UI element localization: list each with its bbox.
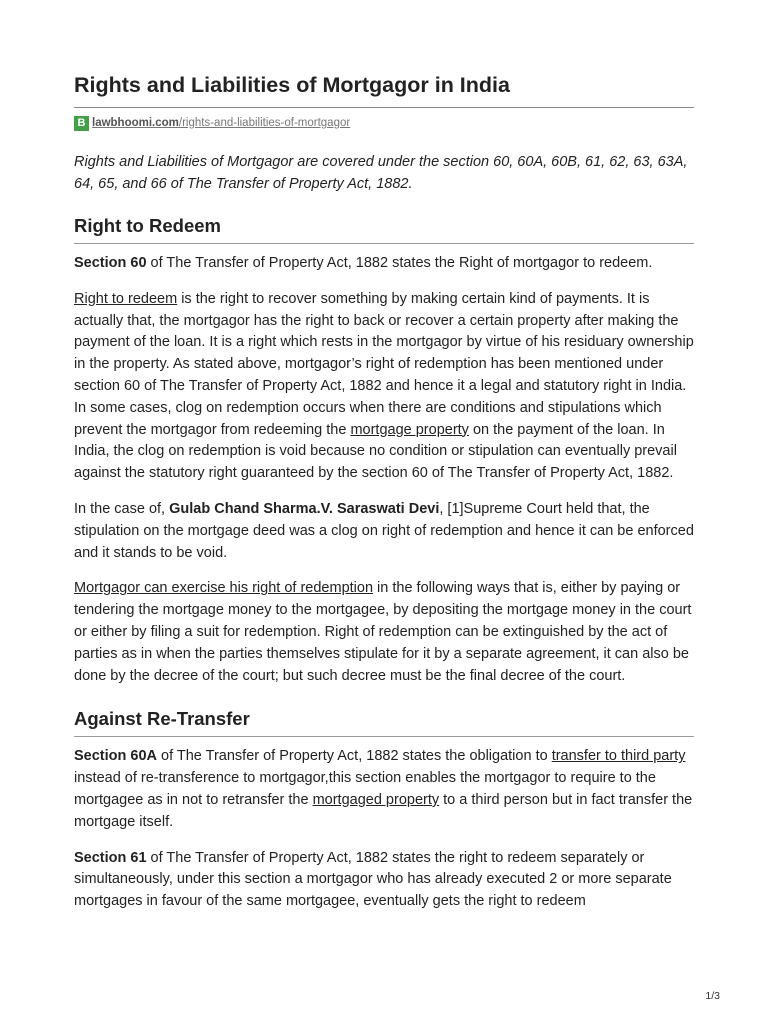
source-domain: lawbhoomi.com bbox=[92, 117, 179, 129]
bold-case-name: Gulab Chand Sharma.V. Saraswati Devi bbox=[169, 500, 440, 517]
source-path: /rights-and-liabilities-of-mortgagor bbox=[178, 117, 351, 129]
bold-section-61: Section 61 bbox=[74, 849, 147, 866]
paragraph-redemption-ways: Mortgagor can exercise his right of redemption in the following ways that is, either by paying or tendering the mortgage money to the mortgagee, by depositing the mortgage money in the court or either by filing a suit for redemption. Right of redemption can be extinguished by the act of parties as in when the parties themselves stipulate for it by a separate agreement, it can also be done by the decree of the court; but such decree must be the final decree of the court. bbox=[74, 580, 692, 684]
bold-section-60: Section 60 bbox=[74, 255, 147, 271]
paragraph-right-to-redeem: Right to redeem is the right to recover something by making certain kind of payments. It is actually that, the mortgagor has the right to back or recover a certain property after making the payment of the loan. It is a right which rests in the mortgagor by virtue of his residuary ownership in the property. As stated above, mortgagor’s right of redemption has been mentioned under section 60 of The Transfer of Property Act, 1882 and hence it a legal and statutory right in India. In some cases, clog on redemption occurs when there are conditions and stipulations which prevent the mortgagor from redeeming the mortgage property on the payment of the loan. In India, the clog on redemption is void because no condition or stipulation can eventually prevail against the statutory right guaranteed by the section 60 of The Transfer of Property Act, 1882. bbox=[74, 290, 694, 482]
page-number: 1/3 bbox=[705, 990, 720, 1002]
link-exercise-redemption[interactable]: Mortgagor can exercise his right of redemption bbox=[74, 580, 374, 597]
site-logo-icon: B bbox=[74, 116, 89, 131]
source-line bbox=[74, 115, 694, 131]
paragraph-case-law: In the case of, Gulab Chand Sharma.V. Saraswati Devi, [1]Supreme Court held that, the stipulation on the mortgage deed was a clog on right of redemption and hence it can be enforced and it stands to be void. bbox=[74, 500, 694, 561]
heading-right-to-redeem: Right to Redeem bbox=[74, 214, 694, 244]
intro-paragraph: Rights and Liabilities of Mortgagor are covered under the section 60, 60A, 60B, 61, 62, 63, 63A, 64, 65, and 66 of The Transfer of Property Act, 1882. bbox=[74, 154, 688, 192]
link-mortgage-property[interactable]: mortgage property bbox=[350, 421, 469, 438]
paragraph-section-61: Section 61 of The Transfer of Property Act, 1882 states the right to redeem separately or simultaneously, under this section a mortgagor who has already executed 2 or more separate mortgages in favour of the same mortgagee, eventually gets the right to redeem bbox=[74, 849, 672, 910]
document-page bbox=[74, 0, 694, 913]
source-url-link[interactable] bbox=[92, 117, 350, 129]
paragraph-section-60a: Section 60A of The Transfer of Property Act, 1882 states the obligation to transfer to third party instead of re-transference to mortgagor,this section enables the mortgagor to require to the mortgagee as in not to retransfer the mortgaged property to a third person but in fact transfer the mortgage itself. bbox=[74, 748, 693, 830]
page-title: Rights and Liabilities of Mortgagor in India bbox=[74, 0, 694, 108]
paragraph-section-60: Section 60 of The Transfer of Property Act, 1882 states the Right of mortgagor to redeem. bbox=[74, 255, 653, 271]
heading-against-re-transfer: Against Re-Transfer bbox=[74, 707, 694, 737]
link-transfer-third-party[interactable]: transfer to third party bbox=[551, 748, 686, 765]
link-right-to-redeem[interactable]: Right to redeem bbox=[74, 290, 178, 307]
link-mortgaged-property[interactable]: mortgaged property bbox=[312, 791, 440, 808]
bold-section-60a: Section 60A bbox=[74, 748, 157, 765]
